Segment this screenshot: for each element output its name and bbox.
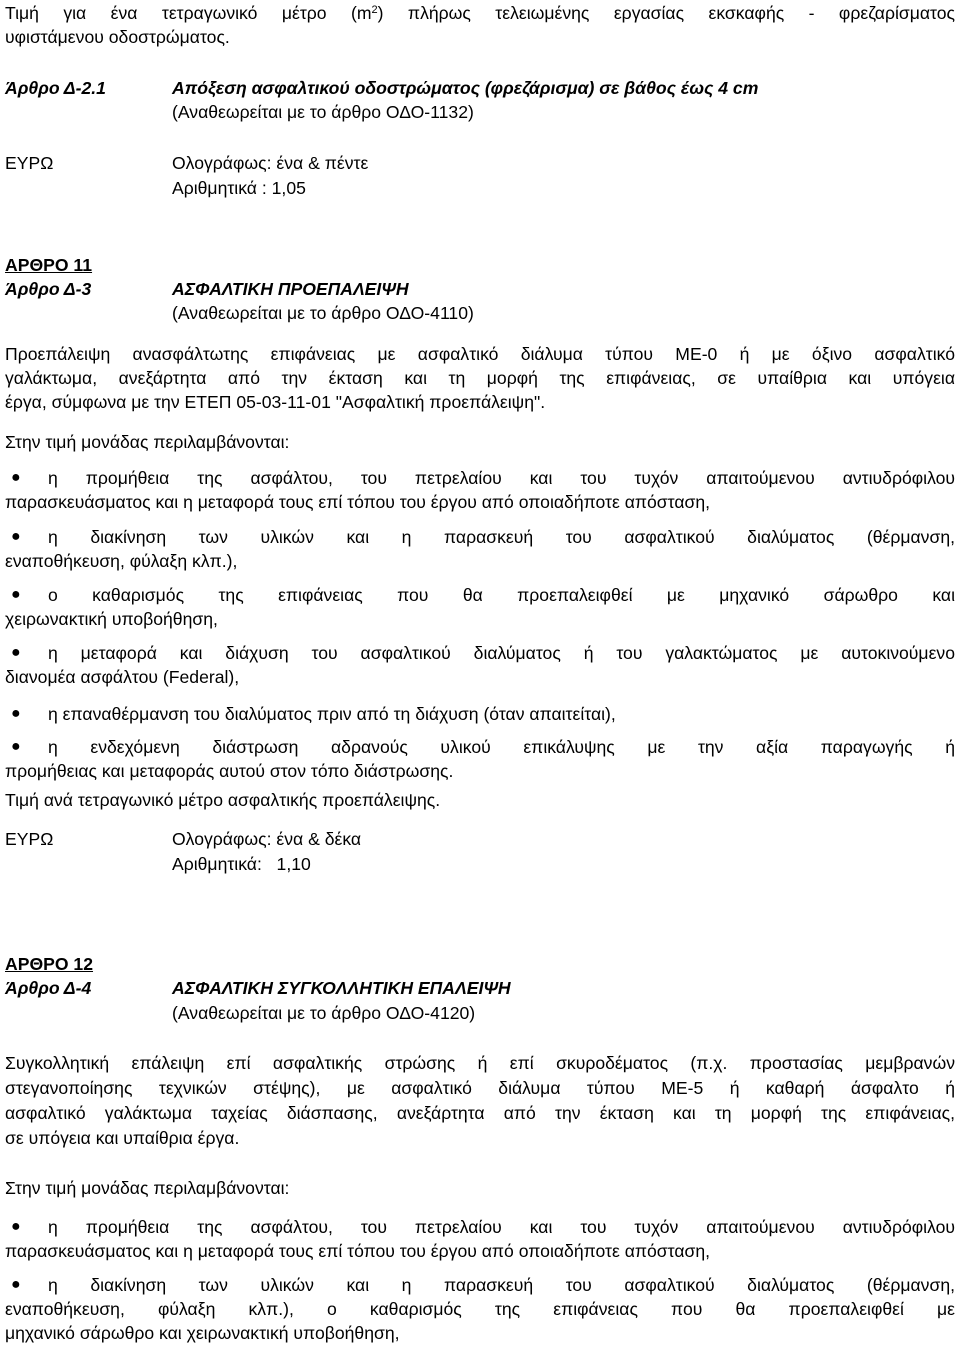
article-12-desc-line-2: στεγανοποίησης τεχνικών στέψης), με ασφαλτικό διάλυμα τύπου ΜΕ-5 ή καθαρή άσφαλτο ή xyxy=(5,1078,955,1098)
price-number xyxy=(172,176,306,200)
price-description: Τιμή ανά τετραγωνικό μέτρο ασφαλτικής προεπάλειψης. xyxy=(5,790,441,810)
price-words-row xyxy=(5,151,955,175)
article-12-ref-row xyxy=(5,1001,955,1025)
article-12-title-row xyxy=(5,976,955,1000)
bullet-icon: ● xyxy=(11,705,21,722)
article-reference: (Αναθεωρείται με το άρθρο ΟΔΟ-1132) xyxy=(172,102,474,122)
bullet-icon: ● xyxy=(11,644,21,661)
list-item-line: η διακίνηση των υλικών και η παρασκευή του ασφαλτικού διαλύματος (θέρμανση, xyxy=(48,1275,955,1295)
list-item-line: η επαναθέρμανση του διαλύματος πριν από τη διάχυση (όταν απαιτείται), xyxy=(48,704,616,724)
words-value: ένα & πέντε xyxy=(276,153,369,173)
number-value: 1,10 xyxy=(276,854,311,874)
superscript: 2 xyxy=(371,4,378,16)
list-item-line: παρασκευάσματος και η μεταφορά τους επί τόπου του έργου από οποιαδήποτε απόσταση, xyxy=(5,492,711,512)
article-d21-header xyxy=(5,76,955,100)
article-reference: (Αναθεωρείται με το άρθρο ΟΔΟ-4110) xyxy=(172,303,474,323)
number-value: 1,05 xyxy=(271,178,306,198)
bullet-icon: ● xyxy=(11,1218,21,1235)
price-words xyxy=(172,827,361,851)
list-item-line: παρασκευάσματος και η μεταφορά τους επί τόπου του έργου από οποιαδήποτε απόσταση, xyxy=(5,1241,711,1261)
price-words xyxy=(172,151,368,175)
words-label: Ολογράφως: xyxy=(172,153,272,173)
article-title: ΑΣΦΑΛΤΙΚΗ ΠΡΟΕΠΑΛΕΙΨΗ xyxy=(172,279,409,299)
article-title: Απόξεση ασφαλτικού οδοστρώματος (φρεζάρισμα) σε βάθος έως 4 cm xyxy=(172,78,759,98)
article-12-desc-line-1: Συγκολλητική επάλειψη επί ασφαλτικής στρώσης ή επί σκυροδέματος (π.χ. προστασίας μεμβρανών xyxy=(5,1053,955,1073)
article-11-heading-row xyxy=(5,253,955,277)
list-item-line: η προμήθεια της ασφάλτου, του πετρελαίου και του τυχόν απαιτούμενου αντιυδρόφιλου xyxy=(48,1217,955,1237)
price-number xyxy=(172,852,311,876)
article-title: ΑΣΦΑΛΤΙΚΗ ΣΥΓΚΟΛΛΗΤΙΚΗ ΕΠΑΛΕΙΨΗ xyxy=(172,978,511,998)
list-item-line: χειρωνακτική υποβοήθηση, xyxy=(5,609,218,629)
bullet-icon: ● xyxy=(11,1276,21,1293)
list-item-line: μηχανικό σάρωθρο και χειρωνακτική υποβοήθηση, xyxy=(5,1323,400,1343)
number-label: Αριθμητικά: xyxy=(172,854,262,874)
intro-line-2: υφιστάμενου οδοστρώματος. xyxy=(5,27,230,47)
list-item-line: διανομέα ασφάλτου (Federal), xyxy=(5,667,240,687)
list-item-line: η διακίνηση των υλικών και η παρασκευή του ασφαλτικού διαλύματος (θέρμανση, xyxy=(48,527,955,547)
list-item-line: προμήθειας και μεταφοράς αυτού στον τόπο διάστρωσης. xyxy=(5,761,454,781)
includes-heading: Στην τιμή μονάδας περιλαμβάνονται: xyxy=(5,1178,290,1198)
price-number-row xyxy=(5,852,955,876)
article-12-desc-line-3: ασφαλτικό γαλάκτωμα ταχείας διάσπασης, ανεξάρτητα από την έκταση και τη μορφή της επιφάνειας, xyxy=(5,1103,955,1123)
article-11-desc-line-1: Προεπάλειψη ανασφάλτωτης επιφάνειας με ασφαλτικό διάλυμα τύπου ΜΕ-0 ή με όξινο ασφαλτικό xyxy=(5,344,955,364)
bullet-icon: ● xyxy=(11,586,21,603)
article-heading: ΑΡΘΡΟ 11 xyxy=(5,255,93,275)
list-item-line: η προμήθεια της ασφάλτου, του πετρελαίου και του τυχόν απαιτούμενου αντιυδρόφιλου xyxy=(48,468,955,488)
article-11-desc-line-2: γαλάκτωμα, ανεξάρτητα από την έκταση και τη μορφή της επιφάνειας, σε υπαίθρια και υπόγεια xyxy=(5,368,955,388)
number-label: Αριθμητικά : xyxy=(172,178,267,198)
article-12-heading-row xyxy=(5,952,955,976)
list-item-line: εναποθήκευση, φύλαξη κλπ.), ο καθαρισμός της επιφάνειας που θα προεπαλειφθεί με xyxy=(5,1299,955,1319)
intro-text-a: Τιμή για ένα τετραγωνικό μέτρο (m xyxy=(5,3,372,23)
currency-label: ΕΥΡΩ xyxy=(5,829,54,849)
bullet-icon: ● xyxy=(11,738,21,755)
article-12-desc-line-4: σε υπόγεια και υπαίθρια έργα. xyxy=(5,1128,240,1148)
price-words-row xyxy=(5,827,955,851)
article-code: Άρθρο Δ-2.1 xyxy=(5,78,106,98)
article-heading: ΑΡΘΡΟ 12 xyxy=(5,954,94,974)
currency-label: ΕΥΡΩ xyxy=(5,153,54,173)
intro-line-1 xyxy=(5,1,955,25)
list-item-line: εναποθήκευση, φύλαξη κλπ.), xyxy=(5,551,238,571)
includes-heading: Στην τιμή μονάδας περιλαμβάνονται: xyxy=(5,432,290,452)
price-number-row xyxy=(5,176,955,200)
list-item-line: η μεταφορά και διάχυση του ασφαλτικού διαλύματος ή του γαλακτώματος με αυτοκινούμενο xyxy=(48,643,955,663)
words-label: Ολογράφως: xyxy=(172,829,272,849)
list-item-line: η ενδεχόμενη διάστρωση αδρανούς υλικού επικάλυψης με την αξία παραγωγής ή xyxy=(48,737,955,757)
intro-text-b: ) πλήρως τελειωμένης εργασίας εκσκαφής - φρεζαρίσματος xyxy=(377,3,955,23)
bullet-icon: ● xyxy=(11,469,21,486)
article-code: Άρθρο Δ-4 xyxy=(5,978,92,998)
article-d21-ref-row xyxy=(5,100,955,124)
bullet-icon: ● xyxy=(11,528,21,545)
article-11-desc-line-3: έργα, σύμφωνα με την ΕΤΕΠ 05-03-11-01 "Ασφαλτική προεπάλειψη". xyxy=(5,392,546,412)
list-item-line: ο καθαρισμός της επιφάνειας που θα προεπαλειφθεί με μηχανικό σάρωθρο και xyxy=(48,585,955,605)
article-11-ref-row xyxy=(5,301,955,325)
article-code: Άρθρο Δ-3 xyxy=(5,279,92,299)
words-value: ένα & δέκα xyxy=(276,829,362,849)
article-11-title-row xyxy=(5,277,955,301)
article-reference: (Αναθεωρείται με το άρθρο ΟΔΟ-4120) xyxy=(172,1003,476,1023)
